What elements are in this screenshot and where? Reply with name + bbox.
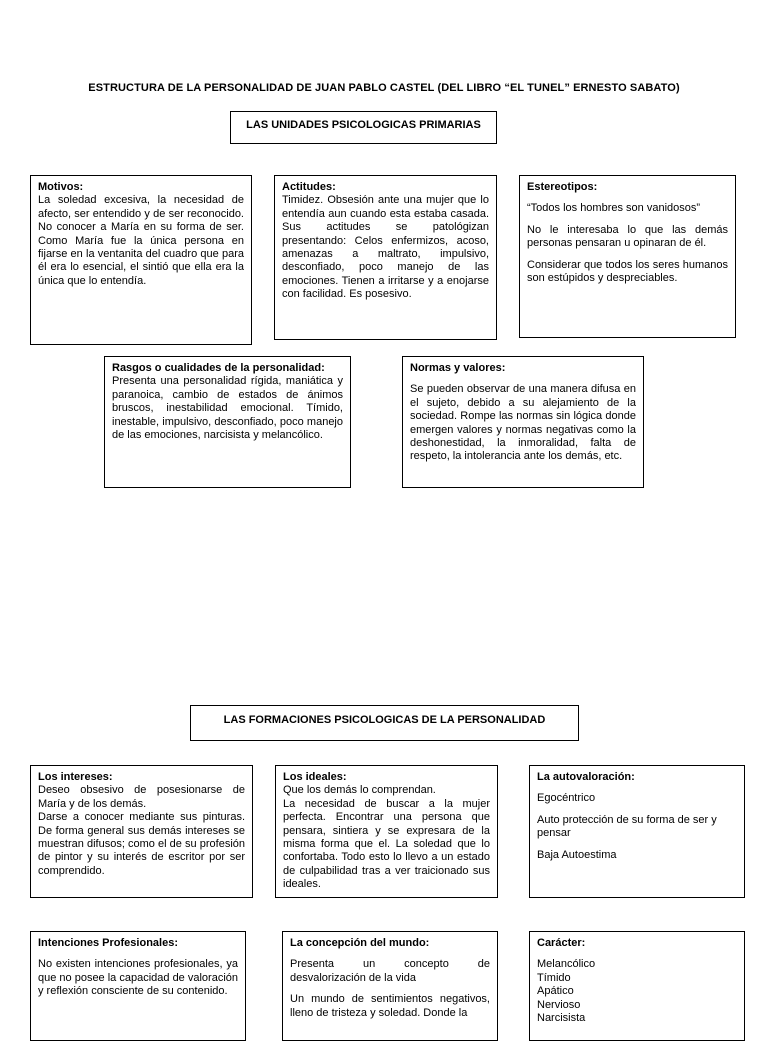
box-title: Rasgos o cualidades de la personalidad: <box>112 362 325 374</box>
box-text: Considerar que todos los seres humanos son estúpidos y despreciables. <box>527 258 728 285</box>
box-caracter <box>529 931 745 1041</box>
list-item: Narcisista <box>537 1012 586 1025</box>
list-item: Nervioso <box>537 998 581 1011</box>
box-text: No le interesaba lo que las demás personas pensaran u opinaran de él. <box>527 223 728 250</box>
box-estereotipos <box>519 175 736 338</box>
list-item: Egocéntrico <box>537 792 596 805</box>
list-item: Tímido <box>537 971 571 984</box>
box-title: Intenciones Profesionales: <box>38 937 178 949</box>
box-text: Que los demás lo comprendan. <box>283 784 436 797</box>
box-autovaloracion <box>529 765 745 898</box>
box-title: Normas y valores: <box>410 362 506 374</box>
box-concepcion <box>282 931 498 1041</box>
box-actitudes <box>274 175 497 340</box>
box-quote: “Todos los hombres son vanidosos” <box>527 202 701 215</box>
list-item: Apático <box>537 985 574 998</box>
box-text: Un mundo de sentimientos negativos, lleno de tristeza y soledad. Donde la <box>290 993 490 1019</box>
list-item: Auto protección de su forma de ser y pensar <box>537 813 717 840</box>
box-title: La autovaloración: <box>537 771 635 783</box>
box-title: Los intereses: <box>38 771 113 783</box>
box-normas <box>402 356 644 488</box>
list-item: Melancólico <box>537 958 596 971</box>
box-text: Darse a conocer mediante sus pinturas. De forma general sus demás intereses se muestran difusos; como el de su profesión de pintor y su interés de escritor por ser comprendido. <box>38 811 245 877</box>
box-title: La concepción del mundo: <box>290 937 430 949</box>
box-title: Actitudes: <box>282 181 336 193</box>
section-title-unidades: LAS UNIDADES PSICOLOGICAS PRIMARIAS <box>230 111 497 144</box>
box-motivos <box>30 175 252 345</box>
box-rasgos <box>104 356 351 488</box>
box-intenciones <box>30 931 246 1041</box>
box-ideales <box>275 765 498 898</box>
box-text: Timidez. Obsesión ante una mujer que lo entendía aun cuando esta estaba casada. Sus actitudes se patológizan presentando: Celos enfermizos, acoso, amenazas a maltrato, impulsivo, desconfiado, poco manejo de las emociones. Tienen a irritarse y a enojarse con facilidad. Es posesivo. <box>282 194 489 301</box>
box-title: Carácter: <box>537 937 586 949</box>
section-title-formaciones: LAS FORMACIONES PSICOLOGICAS DE LA PERSONALIDAD <box>190 705 579 741</box>
box-text: Se pueden observar de una manera difusa en el sujeto, debido a su alejamiento de la sociedad. Rompe las normas sin lógica donde emergen valores y normas negativas como la deshonestidad, la inmoralidad, falta de respeto, la intolerancia ante los demás, etc. <box>410 383 636 463</box>
box-text: Presenta una personalidad rígida, maniática y paranoica, cambio de estados de ánimos bruscos, inestabilidad emocional. Tímido, inestable, impulsivo, desconfiado, poco manejo de las emociones, narcisista y melancólico. <box>112 375 343 442</box>
list-item: Baja Autoestima <box>537 848 617 861</box>
page-title: ESTRUCTURA DE LA PERSONALIDAD DE JUAN PABLO CASTEL (DEL LIBRO “EL TUNEL” ERNESTO SABATO) <box>88 82 680 94</box>
box-text: La soledad excesiva, la necesidad de afecto, ser entendido y de ser reconocido. No conocer a María en su forma de ser. Como María fue la única persona en fijarse en la ventanita del cuadro que para él era lo esencial, el sintió que ella era la única que lo entendía. <box>38 194 244 287</box>
box-title: Motivos: <box>38 181 84 193</box>
box-title: Estereotipos: <box>527 181 598 193</box>
box-text: Deseo obsesivo de posesionarse de María y de los demás. <box>38 784 245 810</box>
box-text: No existen intenciones profesionales, ya que no posee la capacidad de valoración y reflexión consciente de su contenido. <box>38 958 238 998</box>
box-text: La necesidad de buscar a la mujer perfecta. Encontrar una persona que pensara, sintiera y se expresara de la misma forma que el. La soledad que lo confortaba. Todo esto lo llevo a un estado de culpabilidad tras a ver traicionado sus ideales. <box>283 797 490 891</box>
box-intereses <box>30 765 253 898</box>
box-text: Presenta un concepto de desvalorización de la vida <box>290 958 490 984</box>
box-title: Los ideales: <box>283 771 347 783</box>
